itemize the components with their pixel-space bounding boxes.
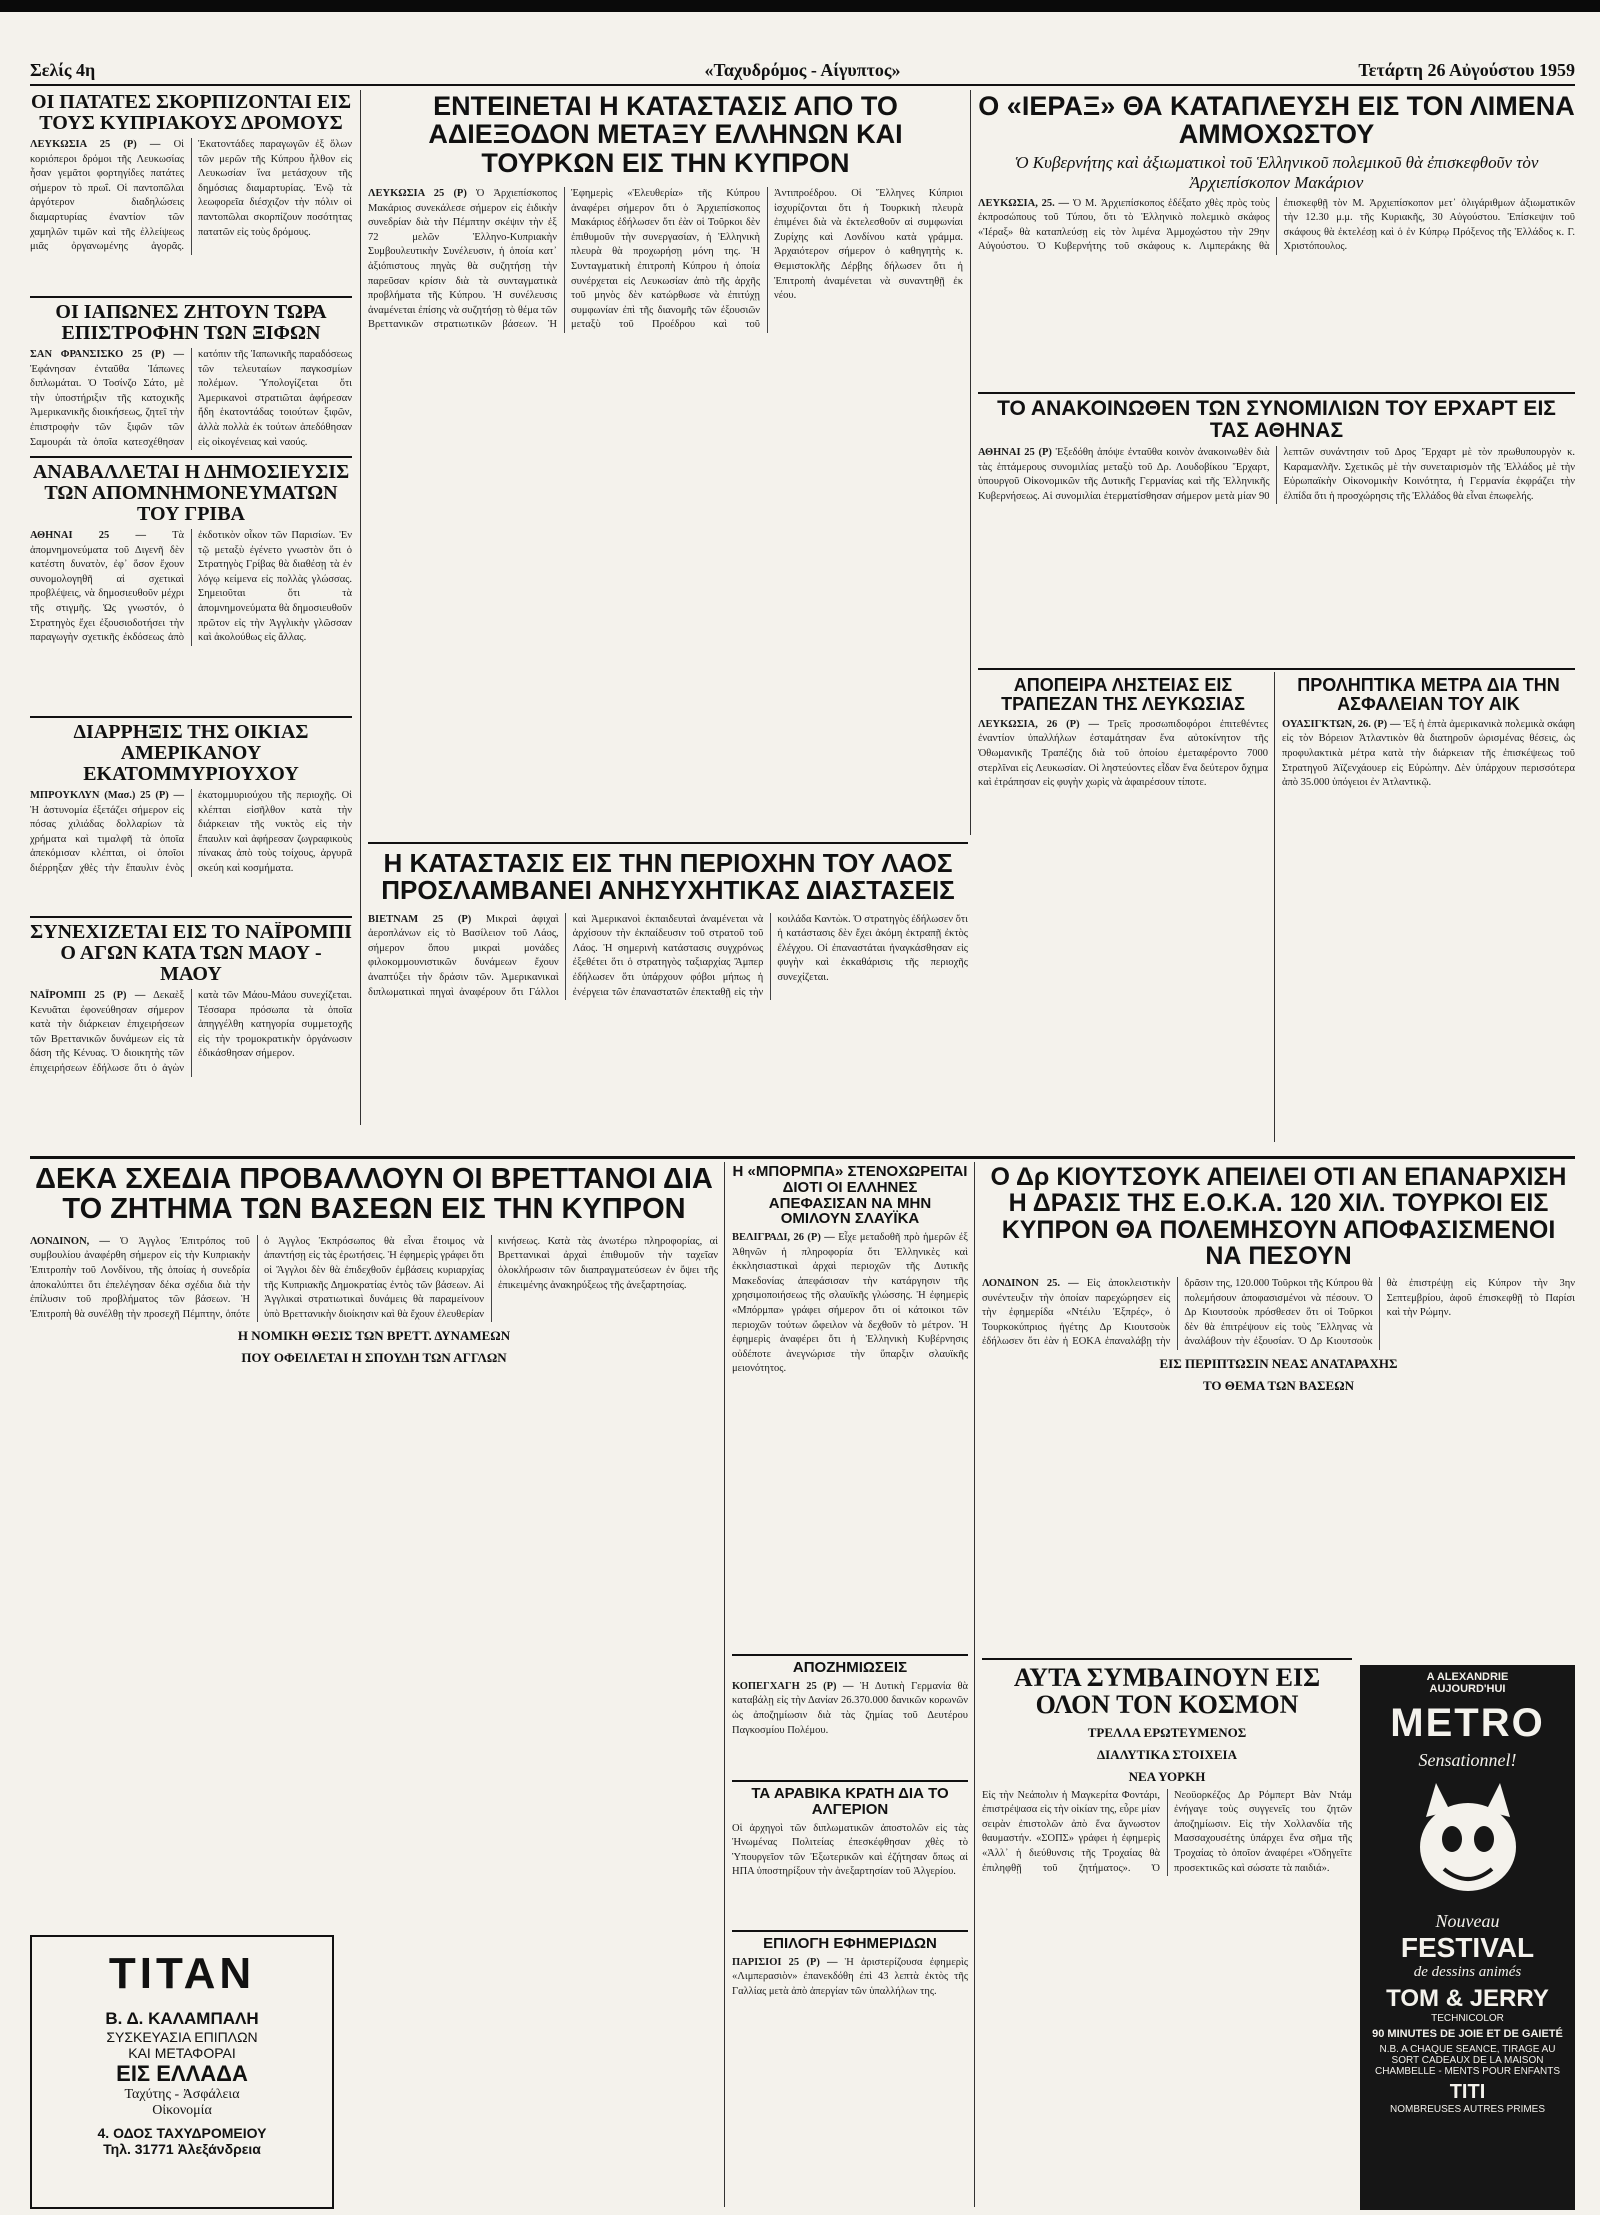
article-body: ΛΕΥΚΩΣΙΑ 25 (Ρ) Ὁ Ἀρχιεπίσκοπος Μακάριος συνεκάλεσε σήμερον εἰς ἐιδικὴν συνεδρίαν διὰ τὴν Πέμπτην σκέψιν τὴν ἐξ 72 μελῶν Ἑλληνο-Κυπριακὴν Συμβουλευτικὴν Συνέλευσιν, ἡ ὁποία κατ᾽ ἀξιόπιστους πηγὰς θὰ συζητήσῃ τὴν παρεῦσαν κρίσιν διὰ τὰ συνταγματικὰ προβλήματα τῆς Κύπρου. Ἡ συνέλευσις ἀναμένεται ἐπίσης νὰ συζητήσῃ τὸ θέμα τῶν Βρεττανικῶν στρατιωτικῶν βάσεων. Ἡ Ἐφημερὶς «Ἐλευθερία» τῆς Κύπρου ἀναφέρει σήμερον ὅτι ὁ Ἀρχιεπίσκοπος Μακάριος ἐδήλωσεν ὅτι ἐὰν οἱ Τοῦρκοι δὲν ἐπιθυμοῦν τὴν συνεργασίαν, ἡ Ἑλληνικὴ πλευρὰ θὰ προχωρήσῃ μόνη της. Ἡ Συνταγματικὴ ἐπιτροπὴ Κύπρου ἡ ὁποία συνέρχεται εἰς Λευκωσίαν ἀπὸ τῆς ἀρχῆς τοῦ μηνὸς δὲν κατώρθωσε νὰ ἐπιτύχῃ συμφωνίαν ἐπὶ τῆς διανομῆς τῶν ἐξουσιῶν μεταξὺ τοῦ Προέδρου καὶ τοῦ Ἀντιπροέδρου. Οἱ Ἕλληνες Κύπριοι ἰσχυρίζονται ὅτι ἡ Τουρκικὴ πλευρὰ ἐπιμένει διὰ νὰ ἐκτελεσθοῦν αἱ συμφωνίαι Ζυρίχης καὶ Λονδίνου κατὰ γράμμα. Ἀρχαιότερον σήμερον ὁ καθηγητὴς κ. Θεμιστοκλῆς Δέρβης δήλωσεν ὅτι ἡ Ἐπιτροπὴ ἀναμένεται νὰ συναντηθῇ ἐκ νέου. bbox=[368, 188, 963, 331]
headline: ΑΥΤΑ ΣΥΜΒΑΙΝΟΥΝ ΕΙΣ ΟΛΟΝ ΤΟΝ ΚΟΣΜΟΝ bbox=[1013, 1664, 1321, 1720]
subheading: ΤΡΕΛΛΑ ΕΡΩΤΕΥΜΕΝΟΣ bbox=[1087, 1724, 1247, 1740]
article-arab-states bbox=[732, 1786, 968, 1926]
titan-line: Ταχύτης - Ἀσφάλεια bbox=[124, 2087, 240, 2102]
article-body: ΚΟΠΕΓΧΑΓΗ 25 (Ρ) — Ἡ Δυτικὴ Γερμανία θὰ καταβάλῃ εἰς τὴν Δανίαν 26.370.000 δανικῶν κορωνῶν ὡς ἀποζημίωσιν διὰ τὰς ζημίας τοῦ Δευτέρου Παγκοσμίου Πολέμου. bbox=[732, 1680, 968, 1736]
article-burglary bbox=[30, 722, 352, 912]
article-press bbox=[732, 1936, 968, 2206]
article-potatoes bbox=[30, 92, 352, 292]
titan-line: ΚΑΙ ΜΕΤΑΦΟΡΑΙ bbox=[128, 2045, 236, 2061]
metro-event: de dessins animés bbox=[1413, 1964, 1522, 1980]
article-body: ΣΑΝ ΦΡΑΝΣΙΣΚΟ 25 (Ρ) — Ἐφάνησαν ἐνταῦθα Ἰάπωνες διπλωμάται. Ὁ Τοσίνζο Σάτο, μὲ τὴν ὑποστήριξιν τῆς κατοχικῆς Ἀμερικανικῆς διοικήσεως, ζητεῖ τὴν ἐπιστροφὴν τῶν ξιφῶν τῶν Σαμουράι τὰ ὁποῖα κατεσχέθησαν κατόπιν τῆς Ἰαπωνικῆς παραδόσεως τῶν τελευταίων παγκοσμίων πολέμων. Ὑπολογίζεται ὅτι Ἀμερικανοὶ στρατιῶται ἀφήρεσαν ἤδη ἑκατοντάδας τοιούτων ξιφῶν, ἀλλὰ πολλὰ ἐκ τούτων ἀπεδόθησαν εἰς οἰκογένειας καὶ ναούς. bbox=[30, 349, 352, 448]
article-mau-mau bbox=[30, 922, 352, 1122]
metro-event: FESTIVAL bbox=[1400, 1932, 1535, 1963]
subheading: ΝΕΑ ΥΟΡΚΗ bbox=[1128, 1768, 1206, 1784]
metro-tagline: Sensationnel! bbox=[1418, 1750, 1517, 1770]
ad-titan bbox=[30, 1935, 334, 2209]
metro-prizes: NOMBREUSES AUTRES PRIMES bbox=[1389, 2104, 1546, 2115]
subheading: ΕΙΣ ΠΕΡΙΠΤΩΣΙΝ ΝΕΑΣ ΑΝΑΤΑΡΑΧΗΣ bbox=[1159, 1355, 1398, 1371]
masthead bbox=[30, 58, 1575, 86]
headline: ΑΝΑΒΑΛΛΕΤΑΙ Η ΔΗΜΟΣΙΕΥΣΙΣ ΤΩΝ ΑΠΟΜΝΗΜΟΝΕΥΜΑΤΩΝ ΤΟΥ ΓΡΙΒΑ bbox=[32, 462, 350, 525]
article-body: ΒΙΕΤΝΑΜ 25 (Ρ) Μικραὶ ἀφιχαὶ ἀεροπλάνων εἰς τὸ Βασίλειον τοῦ Λάος, σήμερον ὅπου μικραὶ μονάδες φιλοκομμουνιστικῶν δυνάμεων ἔχουν ἀναπτύξει τὴν δράσιν τῶν. Ἀμερικανικαὶ διπλωματικαὶ πηγαὶ ἀναφέρουν ὅτι Γάλλοι καὶ Ἀμερικανοὶ ἐκπαιδευταὶ ἀναμένεται νὰ ἀρχίσουν τὴν ἐκπαίδευσιν τοῦ στρατοῦ τοῦ Λάος. Ἡ σημερινὴ κατάστασις συγχρόνως ἐξεθέτει ὅτι ὁ στρατηγὸς ταξιαρχίας Ἄμπερ ἐδήλωσεν ὅτι ὑπάρχουν φόβοι μήπως ἡ ἐνέργεια τῶν ἐπαναστατῶν ἐπεκταθῇ εἰς τὴν κοιλάδα Καντὼκ. Ὁ στρατηγὸς ἐδήλωσεν ὅτι ἡ κατάστασις δὲν ἔχει ἀκόμη ἐκτραπῇ ἐκτὸς ἐλέγχου. Οἱ ἐπαναστάται ἠναγκάσθησαν εἰς φυγὴν καὶ ἐκκαθάρισις τῆς περιοχῆς συνεχίζεται. bbox=[368, 913, 968, 998]
article-body: ΛΟΝΔΙΝΟΝ 25. — Εἰς ἀποκλειστικὴν συνέντευξιν τὴν ὁποίαν παρεχώρησεν εἰς τὴν ἐφημερίδα «Ντέιλυ Ἐξπρές», ὁ Τουρκοκύπριος ἡγέτης Δρ Κιουτσοὺκ ἐδήλωσεν ὅτι ἐὰν ἡ ΕΟΚΑ ἐπαναλάβῃ τὴν δρᾶσιν της, 120.000 Τοῦρκοι τῆς Κύπρου θὰ πολεμήσουν ἀποφασισμένοι νὰ πέσουν. Ὁ Δρ Κιουτσοὺκ πρόσθεσεν ὅτι οἱ Τοῦρκοι δὲν θὰ ἐπιτρέψουν εἰς τοὺς Ἕλληνας νὰ ἀναλάβουν τὴν ἐξουσίαν. Ὁ Δρ Κιουτσοὺκ θὰ ἐπιστρέψῃ εἰς Κύπρον τὴν 3ην Σεπτεμβρίου, ἀφοῦ ἐπισκεφθῇ τὸ Παρίσι καὶ τὴν Ρώμην. bbox=[982, 1278, 1575, 1348]
subheading: ΤΟ ΘΕΜΑ ΤΩΝ ΒΑΣΕΩΝ bbox=[1202, 1377, 1355, 1393]
headline: ΑΠΟΠΕΙΡΑ ΛΗΣΤΕΙΑΣ ΕΙΣ ΤΡΑΠΕΖΑΝ ΤΗΣ ΛΕΥΚΩΣΙΑΣ bbox=[1001, 676, 1245, 714]
article-body: ΛΕΥΚΩΣΙΑ 25 (Ρ) — Οἱ κοριόπεροι δρόμοι τῆς Λευκωσίας ἦσαν γεμᾶτοι φορτηγίδες πατάτες σήμερον τὸ πρωΐ. Οἱ παντοπῶλαι ἀργότερον διαδηλώσεις διαμαρτυρίας ἐναντίον τῶν χαμηλῶν τιμῶν καὶ τῆς ἐλλείψεως μιᾶς ὀργανωμένης ἀγορᾶς. Ἐκατοντάδες παραγωγῶν ἐξ ὅλων τῶν μερῶν τῆς Κύπρου ἦλθον εἰς Λευκωσίαν ἵνα μετάσχουν τῆς δημόσιας διαμαρτυρίας. Ἐνῷ τὰ λεωφορεῖα διέσχιζον τὴν πόλιν οἱ παντοπῶλαι σκορπίζουν ποσότητας πατατῶν εἰς τοὺς δρόμους. bbox=[30, 139, 352, 253]
titan-line: ΣΥΣΚΕΥΑΣΙΑ ΕΠΙΠΛΩΝ bbox=[106, 2029, 258, 2045]
subtitle: Ὁ Κυβερνήτης καὶ ἀξιωματικοὶ τοῦ Ἑλληνικοῦ πολεμικοῦ θὰ ἐπισκεφθοῦν τὸν Ἀρχιεπίσκοπον Μακάριον bbox=[1014, 152, 1539, 192]
titan-phone: Τηλ. 31771 Ἀλεξάνδρεια bbox=[103, 2141, 261, 2157]
metro-titi: TITI bbox=[1449, 2081, 1486, 2103]
headline: ΣΥΝΕΧΙΖΕΤΑΙ ΕΙΣ ΤΟ ΝΑΪΡΟΜΠΙ Ο ΑΓΩΝ ΚΑΤΑ ΤΩΝ ΜΑΟΥ - ΜΑΟΥ bbox=[30, 922, 352, 985]
article-british-plans bbox=[30, 1164, 718, 1929]
article-compensation bbox=[732, 1660, 968, 1775]
headline: ΠΡΟΛΗΠΤΙΚΑ ΜΕΤΡΑ ΔΙΑ ΤΗΝ ΑΣΦΑΛΕΙΑΝ ΤΟΥ ΑΙΚ bbox=[1297, 676, 1560, 714]
article-body: ΛΕΥΚΩΣΙΑ, 25. — Ὁ Μ. Ἀρχιεπίσκοπος ἐδέξατο χθὲς πρὸς τοὺς ἐκπροσώπους τοῦ Τύπου, ὅτι τὸ Ἑλληνικὸ πολεμικὸ σκάφος «Ἱέραξ» θὰ καταπλεύσῃ εἰς τὸν λιμένα Ἀμμοχώστου τὴν 29ην Αὐγούστου. Ὁ Κυβερνήτης τοῦ σκάφους κ. Λιμπεράκης θὰ ἐπισκεφθῇ τὸν Μ. Ἀρχιεπίσκοπον μετ᾽ ὀλιγάριθμων ἀξιωματικῶν τὴν 12.30 μ.μ. τῆς Κυριακῆς, 30 Αὐγούστου. Ἐπίσκεψιν τοῦ σκάφους θὰ ἐκτελέσῃ καὶ ὁ ἐν Κύπρῳ Πρόξενος τῆς Ἑλλάδος κ. Γ. Χριστόπουλος. bbox=[978, 197, 1575, 253]
article-atk-security bbox=[1282, 676, 1575, 1146]
headline: ΟΙ ΠΑΤΑΤΕΣ ΣΚΟΡΠΙΖΟΝΤΑΙ ΕΙΣ ΤΟΥΣ ΚΥΠΡΙΑΚΟΥΣ ΔΡΟΜΟΥΣ bbox=[30, 92, 352, 134]
cartoon-cat-icon bbox=[1388, 1777, 1548, 1907]
metro-today: AUJOURD'HUI bbox=[1429, 1683, 1506, 1695]
newspaper-name: «Ταχυδρόμος - Αίγυπτος» bbox=[704, 60, 901, 80]
article-body: Οἱ ἀρχηγοὶ τῶν διπλωματικῶν ἀποστολῶν εἰς τὰς Ἠνωμένας Πολιτείας ἐπεσκέφθησαν χθὲς τὸ Ὑπουργεῖον τῶν Ἐξωτερικῶν καὶ ἐζήτησαν ὅπως αἱ ΗΠΑ ὑποστηρίξουν τὴν ἀνεξαρτησίαν τοῦ Ἀλγερίου. bbox=[732, 1822, 968, 1878]
headline: ΟΙ ΙΑΠΩΝΕΣ ΖΗΤΟΥΝ ΤΩΡΑ ΕΠΙΣΤΡΟΦΗΝ ΤΩΝ ΞΙΦΩΝ bbox=[55, 302, 327, 344]
article-borba bbox=[732, 1164, 968, 1649]
subheading: ΔΙΑΛΥΤΙΚΑ ΣΤΟΙΧΕΙΑ bbox=[1096, 1746, 1238, 1762]
headline: ΤΑ ΑΡΑΒΙΚΑ ΚΡΑΤΗ ΔΙΑ ΤΟ ΑΛΓΕΡΙΟΝ bbox=[751, 1786, 949, 1818]
metro-logo: METRO bbox=[1390, 1701, 1545, 1745]
titan-brand: TITAN bbox=[108, 1949, 256, 1998]
titan-line: ΕΙΣ ΕΛΛΑΔΑ bbox=[116, 2061, 248, 2086]
article-world-news bbox=[982, 1664, 1352, 2209]
metro-minutes: 90 MINUTES DE JOIE ET DE GAIETÉ bbox=[1372, 2028, 1563, 2040]
article-body: ΟΥΑΣΙΓΚΤΩΝ, 26. (Ρ) — Ἐξ ἡ ἐπτὰ ἀμερικανικὰ πολεμικὰ σκάφη εἰς τὸν Βόρειον Ἀτλαντικὸν θὰ διατηροῦν ὡρισμένας θέσεις, ὡς προφυλακτικὰ μέτρα κατὰ τὴν διάρκειαν τῆς ἐπισκέψεως τοῦ Στρατηγοῦ Ἀϊζενχάουερ εἰς Εὐρώπην. Δὲν ὑπάρχουν περισσότερα ἀπὸ 35.000 ὑπόγειοι ἐν Ἀτλαντικῷ. bbox=[1282, 718, 1575, 789]
article-greek-turkish-impasse bbox=[368, 92, 963, 837]
metro-feature: TOM & JERRY bbox=[1386, 1985, 1549, 2012]
headline: Ο Δρ ΚΙΟΥΤΣΟΥΚ ΑΠΕΙΛΕΙ ΟΤΙ ΑΝ ΕΠΑΝΑΡΧΙΣΗ Η ΔΡΑΣΙΣ ΤΗΣ Ε.Ο.Κ.Α. 120 ΧΙΛ. ΤΟΥΡΚΟΙ ΕΙΣ ΚΥΠΡΟΝ ΘΑ ΠΟΛΕΜΗΣΟΥΝ ΑΠΟΦΑΣΙΣΜΕΝΟΙ ΝΑ ΠΕΣΟΥΝ bbox=[990, 1164, 1567, 1270]
subheading: ΠΟΥ ΟΦΕΙΛΕΤΑΙ Η ΣΠΟΥΔΗ ΤΩΝ ΑΓΓΛΩΝ bbox=[241, 1350, 507, 1366]
titan-line: Οἰκονομία bbox=[152, 2103, 212, 2118]
article-body: ΛΕΥΚΩΣΙΑ, 26 (Ρ) — Τρεῖς προσωπιδοφόροι ἐπιτεθέντες ἐναντίον ὑπαλλήλων ἐσταμάτησαν ἕνα αὐτοκίνητον τῆς Ὀθωμανικῆς Τραπέζης διὰ τοῦ ὁποίου ἐμεταφέροντο 7000 στερλῖναι εἰς Λευκωσίαν. Οἱ ληστεύοντες εἶδαν ἕνα δεύτερον ὄχημα καὶ ἐτράπησαν εἰς φυγὴν χωρὶς νὰ ἀφαιρέσουν τίποτε. bbox=[978, 718, 1268, 789]
article-japanese-swords bbox=[30, 302, 352, 452]
article-body: ΛΟΝΔΙΝΟΝ, — Ὁ Ἀγγλος Ἐπιτρόπος τοῦ συμβουλίου ἀναφέρθη σήμερον εἰς τὴν Κυπριακὴν Ἐπιτροπὴν τοῦ Λονδίνου, τῆς ὁποίας ἡ συνεδρία ἀποκαλύπτει ὅτι ἐπελέγησαν δέκα σχέδια διὰ τὴν ἐπίλυσιν τοῦ προβλήματος τῶν βάσεων. Ἡ Ἐπιτροπὴ θὰ συνέλθῃ τὴν προσεχῆ Πέμπτην, ὁπότε ὁ Ἀγγλος Ἐκπρόσωπος θὰ εἶναι ἕτοιμος νὰ ἀπαντήσῃ εἰς τὰς ἐρωτήσεις. Ἡ ἐφημερὶς γράφει ὅτι οἱ Ἄγγλοι δὲν θὰ ἐπιδεχθοῦν ἐμβάσεις κυριαρχίας τῆς Κυπριακῆς Δημοκρατίας ἐντὸς τῶν βάσεων. Αἱ Ἀγγλικαὶ στρατιωτικαὶ δυνάμεις θὰ παραμείνουν ὑπὸ Βρεττανικὴν διοίκησιν καὶ θὰ ἔχουν ἐλευθερίαν κινήσεως. Κατὰ τὰς ἀνωτέρω πληροφορίας, αἱ Βρεττανικαὶ ἀρχαὶ ἐπιθυμοῦν τὴν ταχεῖαν ὁλοκλήρωσιν τῶν διαπραγματεύσεων ἐν ὄψει τῆς ἐπικειμένης ἀνακηρύξεως τῆς ἀνεξαρτησίας. bbox=[30, 1235, 718, 1320]
article-bank-robbery bbox=[978, 676, 1268, 1146]
headline: ΤΟ ΑΝΑΚΟΙΝΩΘΕΝ ΤΩΝ ΣΥΝΟΜΙΛΙΩΝ ΤΟΥ ΕΡΧΑΡΤ ΕΙΣ ΤΑΣ ΑΘΗΝΑΣ bbox=[997, 398, 1556, 443]
titan-agent: Β. Δ. ΚΑΛΑΜΠΑΛΗ bbox=[105, 2009, 259, 2028]
article-kutchuk bbox=[982, 1164, 1575, 1654]
article-hierax bbox=[978, 92, 1575, 387]
article-laos bbox=[368, 850, 968, 1150]
article-body: Εἰς τὴν Νεάπολιν ἡ Μαγκερίτα Φοντάρι, ἐπιστρέψασα εἰς τὴν οἰκίαν της, εὗρε μίαν σειρὰν ἐπιστολῶν ἀπὸ ἕνα ἄγνωστον θαυμαστήν. «ΣΟΠΣ» γράφει ἡ ἐφημερὶς «Ἀλλ᾽ ἡ διεύθυνσις τῆς Τροχαίας θὰ ἐπιληφθῇ τοῦ ζητήματος». Ὁ Νεοϋορκέζος Δρ Ρόμπερτ Βὰν Ντάμ ἐνήγαγε τοὺς συγγενεῖς του ζητῶν ἀποζημίωσιν. Εἰς τὴν Χολλανδία τῆς Μασσαχουσέτης ὑπάρχει ἕνα σῆμα τῆς Τροχαίας τὸ ὁποῖον ἀναφέρει «Ὁδηγεῖτε προσεκτικῶς καὶ σώσατε τὰ παιδιά». bbox=[982, 1789, 1352, 1874]
article-grivas-memoirs bbox=[30, 462, 352, 712]
metro-event: Nouveau bbox=[1435, 1911, 1500, 1931]
titan-address: 4. ΟΔΟΣ ΤΑΧΥΔΡΟΜΕΙΟΥ bbox=[97, 2125, 267, 2141]
article-body: ΒΕΛΙΓΡΑΔΙ, 26 (Ρ) — Εἶχε μεταδοθῆ πρὸ ἡμερῶν ἐξ Ἀθηνῶν ἡ πληροφορία ὅτι Ἑλληνικὲς καὶ ἐκκλησιαστικαὶ ἀρχαὶ περιοχῶν τῆς Δυτικῆς Μακεδονίας ἀπεφάσισαν τὴν κατάργησιν τῆς χρησιμοποιήσεως τῆς σλαυϊκῆς γλώσσης. Ἡ ἐφημερὶς «Μπόρμπα» γράφει σήμερον ὅτι οἱ κάτοικοι τῶν περιοχῶν τούτων ὤφειλον νὰ δεχθοῦν τὸ μέτρον. Ἡ ἐφημερὶς ἀναφέρει ὅτι ἡ Ἑλληνικὴ Κυβέρνησις οὐδέποτε ἀνεγνώρισε τὴν ὕπαρξιν σλαυϊκῆς μειονότητος. bbox=[732, 1232, 968, 1375]
headline: Η ΚΑΤΑΣΤΑΣΙΣ ΕΙΣ ΤΗΝ ΠΕΡΙΟΧΗΝ ΤΟΥ ΛΑΟΣ ΠΡΟΣΛΑΜΒΑΝΕΙ ΑΝΗΣΥΧΗΤΙΚΑΣ ΔΙΑΣΤΑΣΕΙΣ bbox=[381, 850, 955, 906]
subheading: Η ΝΟΜΙΚΗ ΘΕΣΙΣ ΤΩΝ ΒΡΕΤΤ. ΔΥΝΑΜΕΩΝ bbox=[237, 1328, 511, 1344]
top-black-bar bbox=[0, 0, 1600, 12]
headline: ΕΠΙΛΟΓΗ ΕΦΗΜΕΡΙΔΩΝ bbox=[763, 1936, 937, 1952]
metro-note: N.B. A CHAQUE SEANCE, TIRAGE AU SORT CADEAUX DE LA MAISON CHAMBELLE - MENTS POUR ENFANTS bbox=[1374, 2044, 1561, 2077]
article-erhard bbox=[978, 398, 1575, 663]
article-body: ΜΠΡΟΥΚΛΥΝ (Μασ.) 25 (Ρ) — Ἡ ἀστυνομία ἐξετάζει σήμερον εἰς πόσας χιλιάδας δολλαρίων τὰ χρήματα καὶ τιμαλφῆ τὰ ὁποῖα ἀπεκόμισαν κλέπται, οἱ ὁποῖοι διέρρηξαν χθὲς τὴν ἔπαυλιν ἑνὸς ἑκατομμυριούχου τῆς περιοχῆς. Οἱ κλέπται εἰσῆλθον κατὰ τὴν διάρκειαν τῆς νυκτὸς εἰς τὴν ἔπαυλιν καὶ ἀφήρεσαν ζωγραφικοὺς πίνακας ἀπὸ τοὺς τοίχους, ἀργυρᾶ σκεύη καὶ κοσμήματα. bbox=[30, 790, 352, 874]
article-body: ΝΑΪΡΟΜΠΙ 25 (Ρ) — Δεκαὲξ Κενυᾶται ἐφονεύθησαν σήμερον κατὰ τὴν διάρκειαν ἐπιχειρήσεων τῶν Βρεττανικῶν δυνάμεων εἰς τὰ δάση τῆς Κένυας. Ὁ διοικητὴς τῶν ἐπιχειρήσεων ἐδήλωσε ὅτι ὁ ἀγὼν κατὰ τῶν Μάου-Μάου συνεχίζεται. Τέσσαρα πρόσωπα τὰ ὁποῖα ἀπηγγέλθη κατηγορία συμμετοχῆς εἰς τὴν τρομοκρατικὴν ὀργάνωσιν ἐδικάσθησαν σήμερον. bbox=[30, 990, 352, 1074]
headline: ΔΙΑΡΡΗΞΙΣ ΤΗΣ ΟΙΚΙΑΣ ΑΜΕΡΙΚΑΝΟΥ ΕΚΑΤΟΜΜΥΡΙΟΥΧΟΥ bbox=[73, 722, 309, 785]
ad-metro-cinema bbox=[1360, 1665, 1575, 2210]
issue-date: Τετάρτη 26 Αὐγούστου 1959 bbox=[1358, 60, 1575, 80]
article-body: ΑΘΗΝΑΙ 25 — Τὰ ἀπομνημονεύματα τοῦ Διγενῆ δὲν κατέστη δυνατὸν, ἐφ᾽ ὅσον ἔχουν συνομολογηθῆ αἱ σχετικαὶ προβλέψεις, νὰ δημοσιευθοῦν μέχρι τῆς στιγμῆς. Ὡς γνωστόν, ὁ Στρατηγὸς ἔχει ἐξουσιοδοτήσει τὴν παραγωγὴν σχετικῆς ἐκδόσεως ἀπὸ ἐκδοτικὸν οἶκον τῶν Παρισίων. Ἐν τῷ μεταξὺ ἐγένετο γνωστὸν ὅτι ὁ Στρατηγὸς Γρίβας θὰ διαθέσῃ τὰ ἐν λόγῳ κείμενα εἰς πολλὰς γλώσσας. Σημειοῦται ὅτι τὰ ἀπομνημονεύματα θὰ δημοσιευθοῦν πρῶτον εἰς τὴν Ἀγγλικὴν γλῶσσαν καὶ ἀκολούθως εἰς ἄλλας. bbox=[30, 530, 352, 644]
headline: Η «ΜΠΟΡΜΠΑ» ΣΤΕΝΟΧΩΡΕΙΤΑΙ ΔΙΟΤΙ ΟΙ ΕΛΛΗΝΕΣ ΑΠΕΦΑΣΙΣΑΝ ΝΑ ΜΗΝ ΟΜΙΛΟΥΝ ΣΛΑΥΪΚΑ bbox=[732, 1164, 968, 1228]
metro-tech: TECHNICOLOR bbox=[1431, 2013, 1504, 2024]
headline: Ο «ΙΕΡΑΞ» ΘΑ ΚΑΤΑΠΛΕΥΣΗ ΕΙΣ ΤΟΝ ΛΙΜΕΝΑ ΑΜΜΟΧΩΣΤΟΥ bbox=[978, 92, 1575, 150]
metro-city: A ALEXANDRIE bbox=[1426, 1671, 1509, 1683]
headline: ΕΝΤΕΙΝΕΤΑΙ Η ΚΑΤΑΣΤΑΣΙΣ ΑΠΟ ΤΟ ΑΔΙΕΞΟΔΟΝ ΜΕΤΑΞΥ ΕΛΛΗΝΩΝ ΚΑΙ ΤΟΥΡΚΩΝ ΕΙΣ ΤΗΝ ΚΥΠΡΟΝ bbox=[428, 92, 903, 178]
page-number: Σελίς 4η bbox=[30, 60, 96, 80]
headline: ΔΕΚΑ ΣΧΕΔΙΑ ΠΡΟΒΑΛΛΟΥΝ ΟΙ ΒΡΕΤΤΑΝΟΙ ΔΙΑ ΤΟ ΖΗΤΗΜΑ ΤΩΝ ΒΑΣΕΩΝ ΕΙΣ ΤΗΝ ΚΥΠΡΟΝ bbox=[35, 1164, 713, 1226]
headline: ΑΠΟΖΗΜΙΩΣΕΙΣ bbox=[792, 1660, 908, 1676]
article-body: ΠΑΡΙΣΙΟΙ 25 (Ρ) — Ἡ ἀριστερίζουσα ἐφημερὶς «Λιμπερασιὸν» ἐπανεκδόθη ἐπὶ 43 λεπτὰ ἐκτὸς τῆς Γαλλίας μετὰ ἀπὸ ἀπεργίαν τῶν ὑπαλλήλων της. bbox=[732, 1956, 968, 1997]
article-body: ΑΘΗΝΑΙ 25 (Ρ) Ἐξεδόθη ἀπόψε ἐνταῦθα κοινὸν ἀνακοινωθὲν διὰ τὰς ἑπτάμερους συνομιλίας μεταξὺ τοῦ Δρ. Λουδοβίκου Ἔρχαρτ, ὑπουργοῦ Οἰκονομικῶν τῆς Δυτικῆς Γερμανίας καὶ τῆς Ἑλληνικῆς Κυβερνήσεως. Αἱ συνομιλίαι ἐτερματίσθησαν σήμερον μετὰ μίαν 90 λεπτῶν συνάντησιν τοῦ Δρος Ἔρχαρτ μὲ τὸν πρωθυπουργὸν κ. Καραμανλῆν. Σχετικῶς μὲ τὴν συνεταιρισμὸν τῆς Ἑλλάδος μὲ τὴν Εὐρωπαϊκὴν Οἰκονομικὴν Κοινότητα, ἡ Γερμανία ἐκφράζει τὴν ἐλπίδα ὅτι ἡ προσχώρησις τῆς Ἑλλάδος θὰ εἶναι ἐπωφελής. bbox=[978, 447, 1575, 502]
